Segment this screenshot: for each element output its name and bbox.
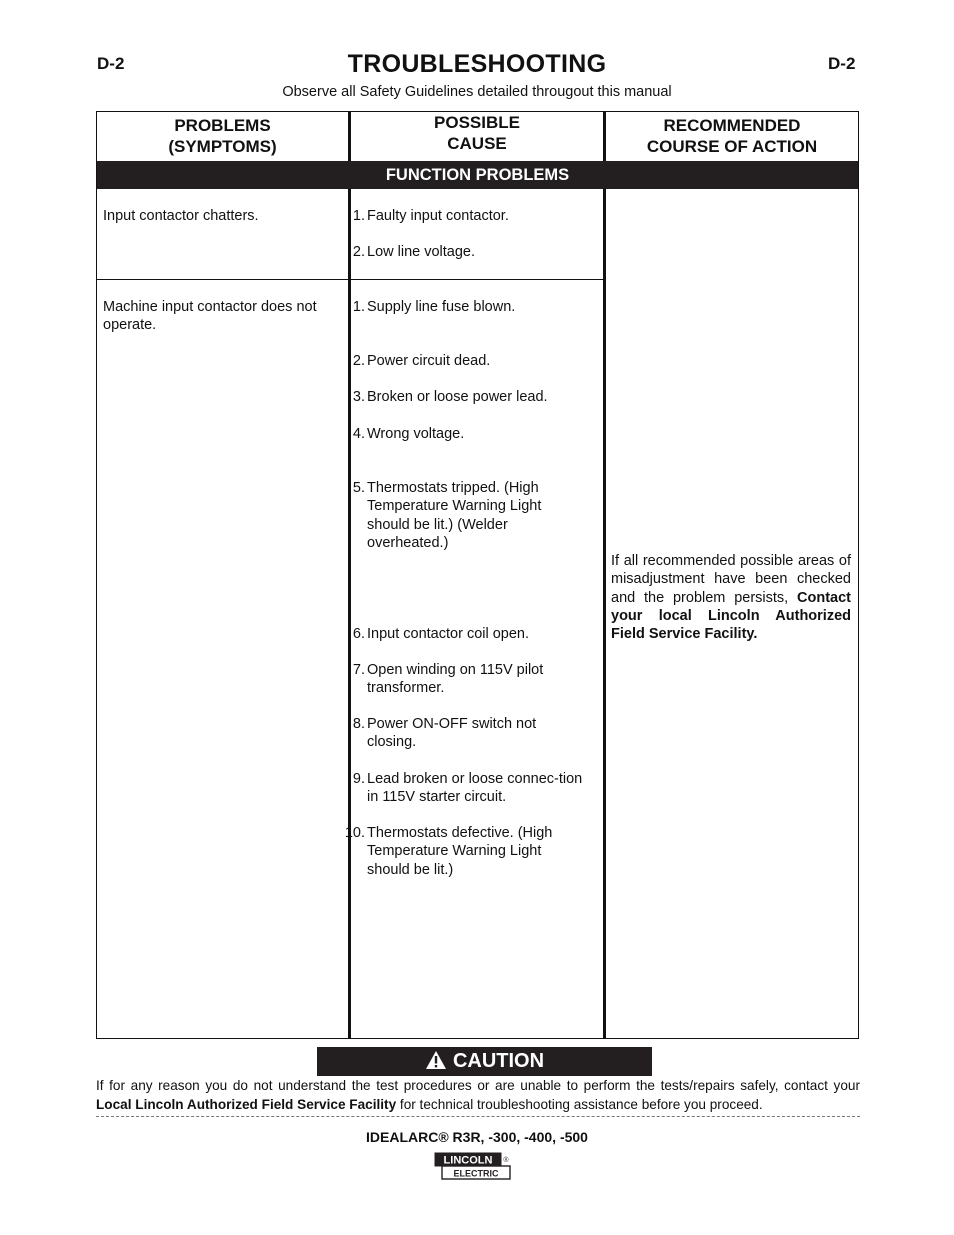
logo-graphic — [434, 1152, 512, 1180]
header-possible-cause: POSSIBLE CAUSE — [434, 113, 520, 153]
caution-text: If for any reason you do not understand the test procedures or are unable to perform the tests/repairs safely, contact your Local Lincoln Authorized Field Service Facility for technical troubleshooting assistance before you proceed. — [96, 1078, 860, 1112]
cause-item: 2. Low line voltage. — [352, 244, 476, 260]
logo-registered-mark: ® — [503, 1157, 509, 1164]
cause-item: 1. Faulty input contactor. — [352, 208, 509, 224]
cause-item: 9. Lead broken or loose connec-tion in 115V starter circuit. — [352, 771, 583, 806]
cause-item: 5. Thermostats tripped. (High Temperature Warning Light should be lit.) (Welder overheated.) — [352, 480, 542, 551]
cause-item: 4. Wrong voltage. — [352, 426, 465, 442]
header-problems: PROBLEMS (SYMPTOMS) — [168, 116, 277, 156]
page-id-left: D-2 — [97, 54, 125, 73]
cause-item: 10. Thermostats defective. (High Temperature Warning Light should be lit.) — [344, 825, 553, 878]
cause-item: 3. Broken or loose power lead. — [352, 389, 548, 405]
section-function-problems: FUNCTION PROBLEMS — [97, 161, 858, 189]
row-divider — [97, 279, 605, 280]
lincoln-electric-logo — [434, 1152, 512, 1180]
cause-item: 8. Power ON-OFF switch not closing. — [352, 716, 537, 751]
caution-label: CAUTION — [452, 1050, 545, 1072]
problem-symptom: Input contactor chatters. — [103, 208, 259, 224]
troubleshooting-table — [96, 111, 859, 1039]
recommended-action: If all recommended possible areas of misadjustment have been checked and the problem persists, Contact your local Lincoln Authorized Field Service Facility. — [611, 553, 851, 643]
column-divider — [348, 112, 351, 1038]
page-id-right: D-2 — [828, 54, 856, 73]
logo-top-text: LINCOLN — [443, 1154, 493, 1167]
cause-item: 7. Open winding on 115V pilot transformer. — [352, 662, 544, 697]
header-recommended-action: RECOMMENDED COURSE OF ACTION — [646, 116, 818, 156]
page-title: TROUBLESHOOTING — [347, 50, 607, 78]
cause-item: 6. Input contactor coil open. — [352, 626, 530, 642]
column-divider — [603, 112, 606, 1038]
cause-item: 2. Power circuit dead. — [352, 353, 491, 369]
model-footer: IDEALARC® R3R, -300, -400, -500 — [366, 1129, 588, 1145]
caution-banner — [317, 1047, 652, 1076]
footer-divider — [96, 1116, 860, 1117]
warning-icon — [425, 1050, 447, 1070]
logo-bottom-text: ELECTRIC — [453, 1168, 499, 1179]
problem-symptom: Machine input contactor does not operate. — [103, 299, 317, 334]
cause-item: 1. Supply line fuse blown. — [352, 299, 516, 315]
safety-note: Observe all Safety Guidelines detailed througout this manual — [282, 84, 672, 100]
